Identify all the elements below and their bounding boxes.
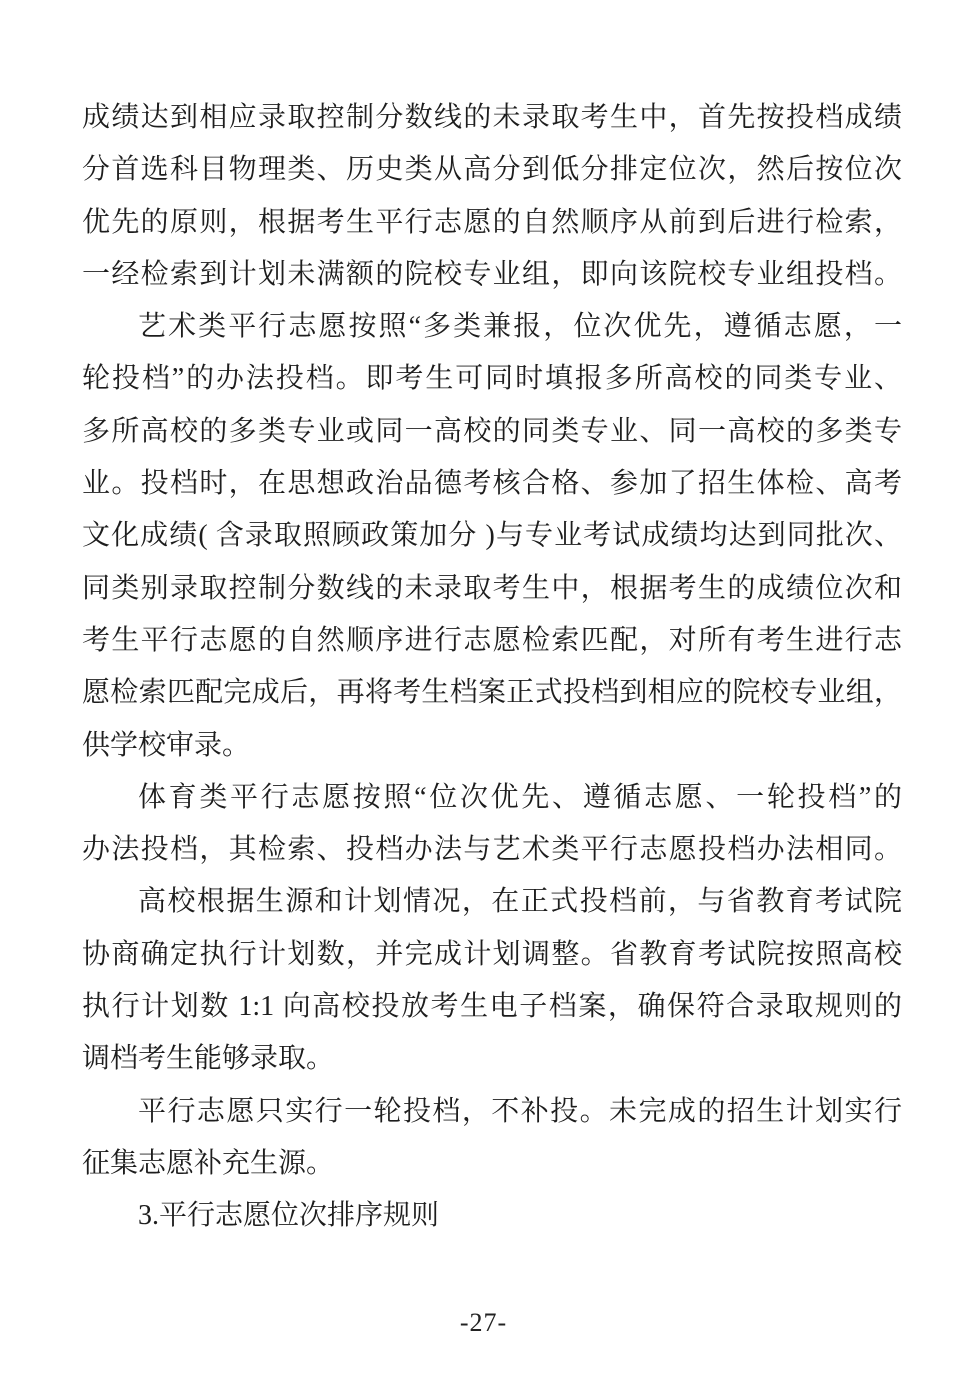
text-line: 征集志愿补充生源。 — [82, 1147, 335, 1179]
text-line: 优先的原则，根据考生平行志愿的自然顺序从前到后进行检索， — [82, 206, 902, 238]
text-line: 考生平行志愿的自然顺序进行志愿检索匹配，对所有考生进行志 — [82, 624, 902, 656]
text-line: 轮投档”的办法投档。即考生可同时填报多所高校的同类专业、 — [82, 363, 902, 395]
text-line: 艺术类平行志愿按照“多类兼报，位次优先，遵循志愿，一 — [138, 311, 902, 343]
document-body — [82, 92, 902, 1243]
text-line: 调档考生能够录取。 — [82, 1043, 335, 1075]
text-line: 执行计划数 1:1 向高校投放考生电子档案，确保符合录取规则的 — [82, 991, 902, 1023]
page-number: -27- — [459, 1308, 508, 1337]
text-line: 文化成绩( 含录取照顾政策加分 )与专业考试成绩均达到同批次、 — [82, 520, 902, 552]
text-line: 供学校审录。 — [82, 729, 251, 761]
text-line: 协商确定执行计划数，并完成计划调整。省教育考试院按照高校 — [82, 938, 902, 970]
text-line: 分首选科目物理类、历史类从高分到低分排定位次，然后按位次 — [82, 154, 902, 186]
text-line: 一经检索到计划未满额的院校专业组，即向该院校专业组投档。 — [82, 258, 902, 290]
text-line: 体育类平行志愿按照“位次优先、遵循志愿、一轮投档”的 — [138, 781, 902, 813]
text-line: 办法投档，其检索、投档办法与艺术类平行志愿投档办法相同。 — [82, 834, 902, 866]
text-line: 愿检索匹配完成后，再将考生档案正式投档到相应的院校专业组， — [82, 677, 902, 709]
text-line: 成绩达到相应录取控制分数线的未录取考生中，首先按投档成绩 — [82, 102, 902, 133]
text-line: 多所高校的多类专业或同一高校的同类专业、同一高校的多类专 — [82, 415, 902, 447]
text-line: 3.平行志愿位次排序规则 — [138, 1200, 440, 1232]
text-line: 同类别录取控制分数线的未录取考生中，根据考生的成绩位次和 — [82, 572, 902, 604]
text-line: 业。投档时，在思想政治品德考核合格、参加了招生体检、高考 — [82, 468, 902, 500]
text-line: 平行志愿只实行一轮投档，不补投。未完成的招生计划实行 — [138, 1095, 902, 1127]
text-line: 高校根据生源和计划情况，在正式投档前，与省教育考试院 — [138, 886, 902, 918]
